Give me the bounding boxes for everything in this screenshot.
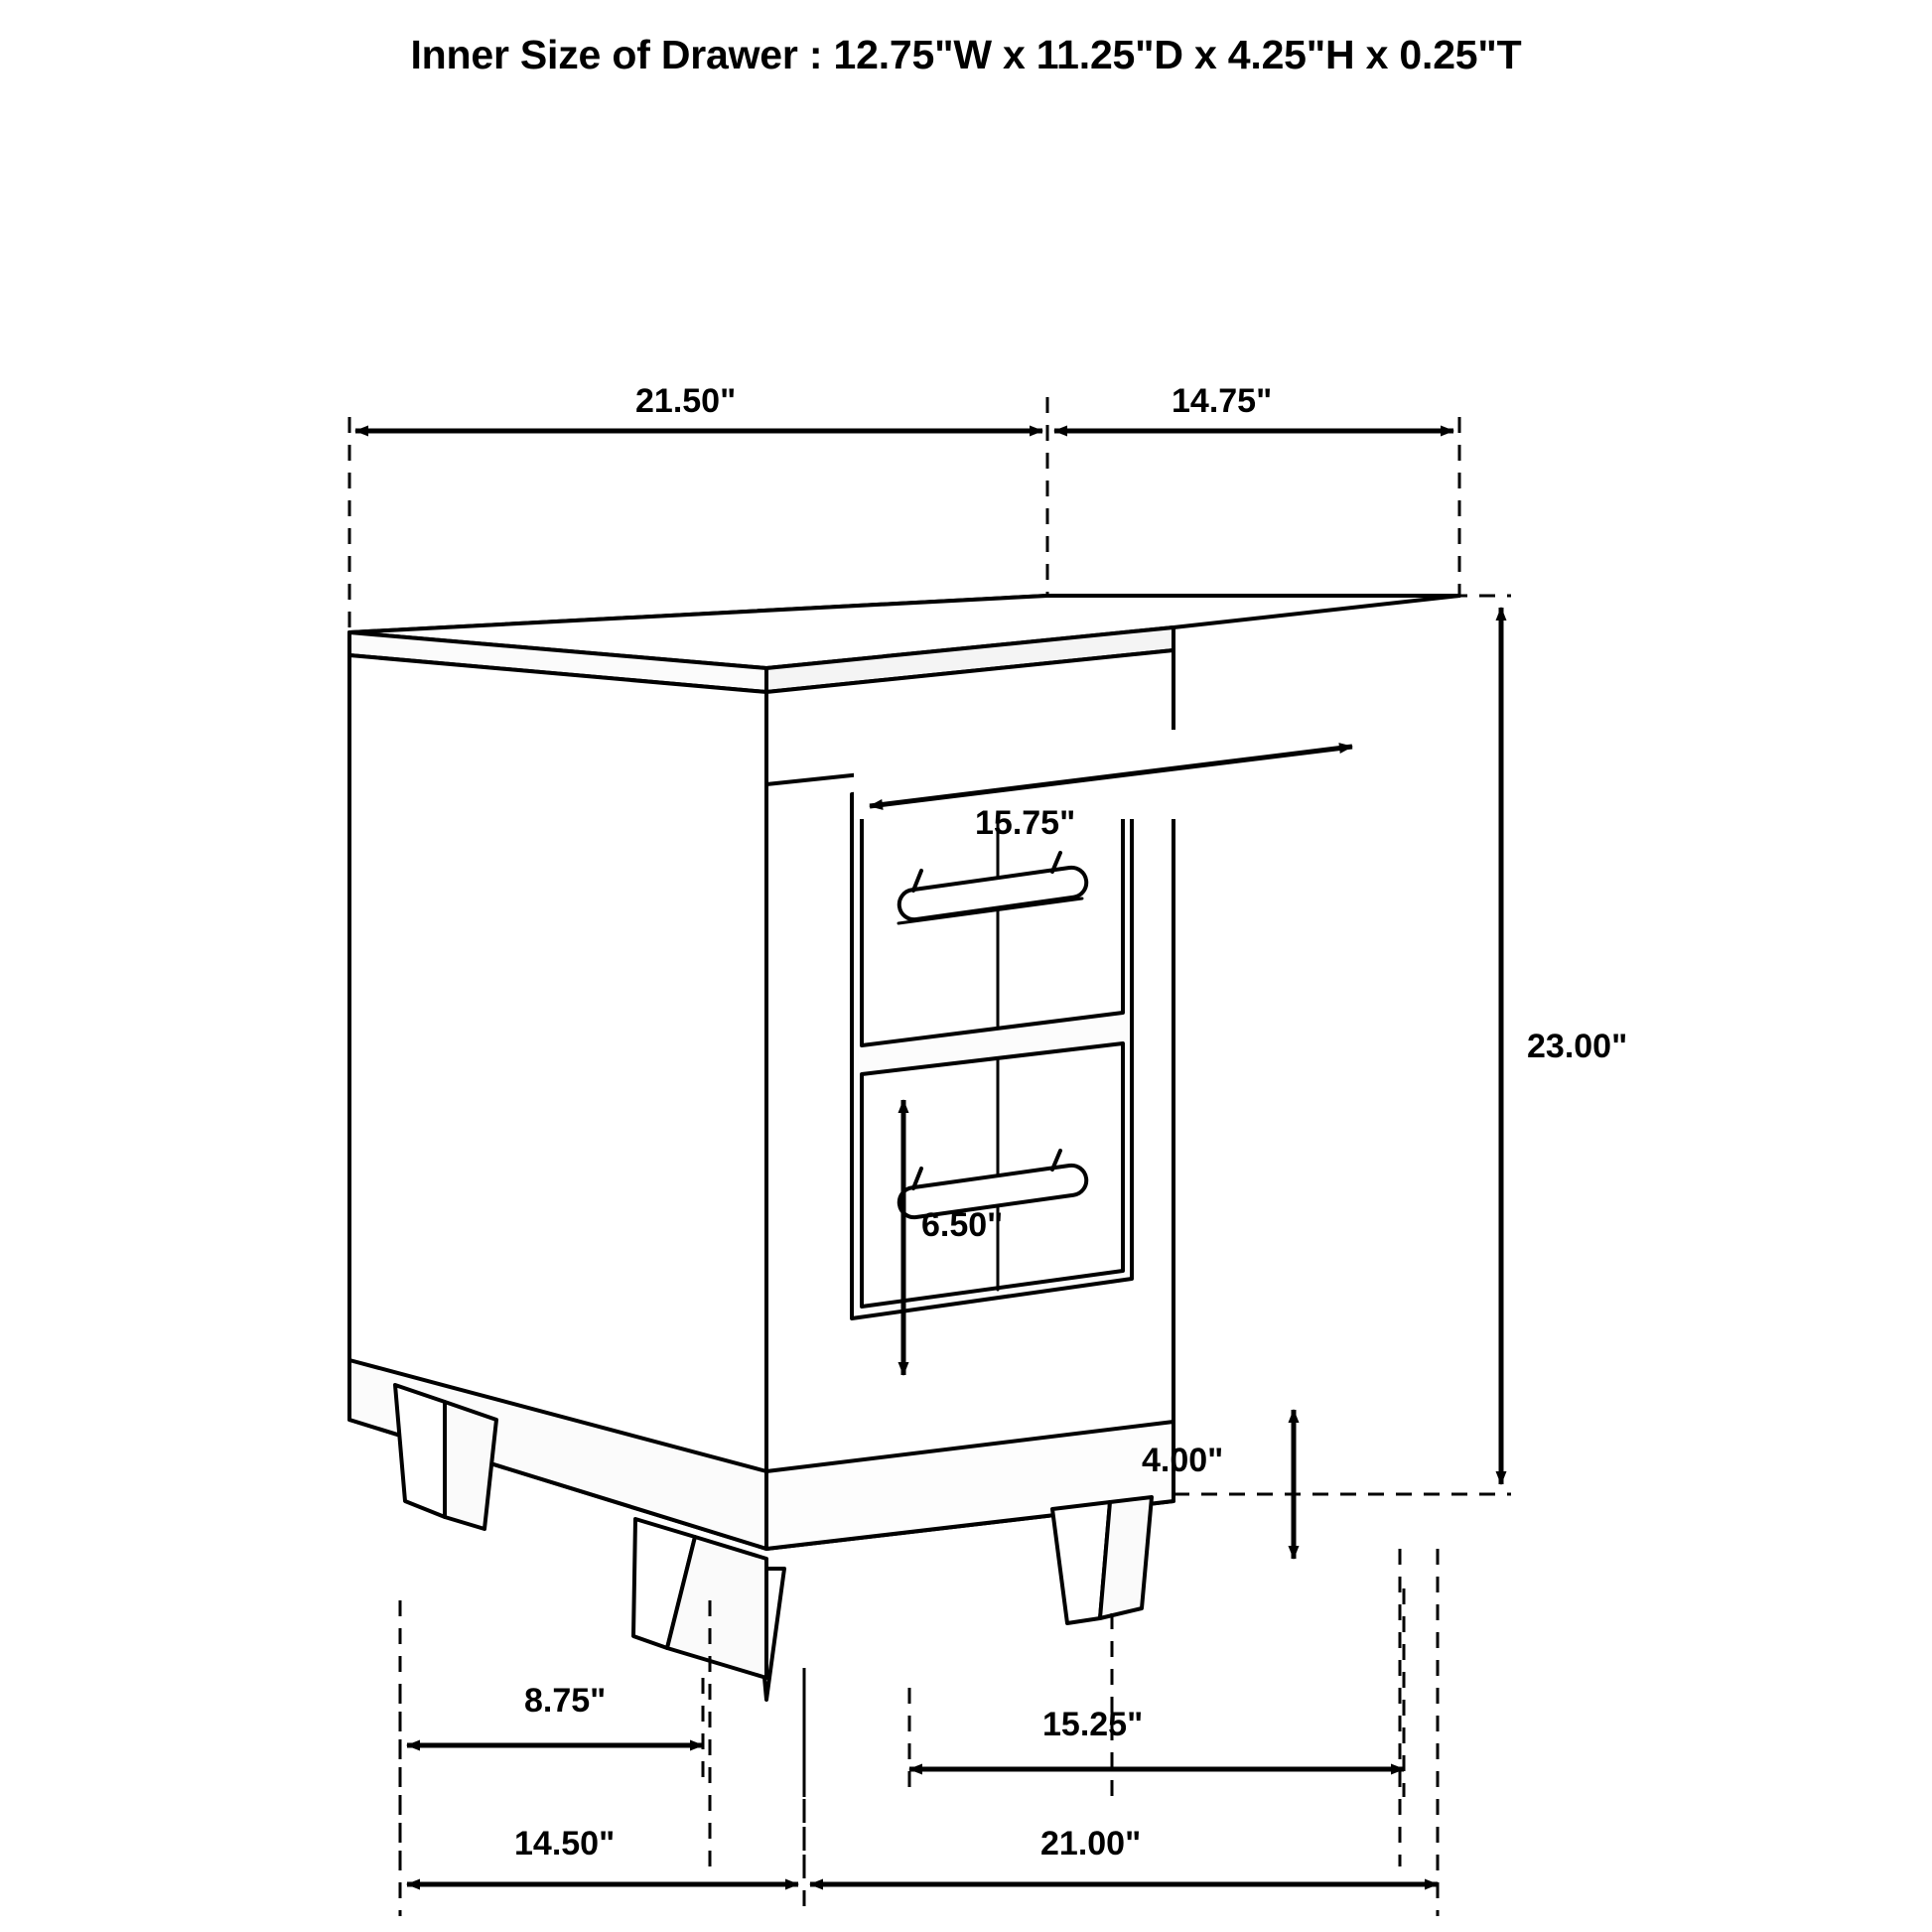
dim-label-21-00: 21.00" [1040,1825,1142,1863]
page-title: Inner Size of Drawer : 12.75"W x 11.25"D x 4.25"H x 0.25"T [410,32,1522,77]
dim-label-14-75: 14.75" [1172,382,1273,420]
dim-label-6-50: 6.50" [921,1206,1004,1244]
dim-label-8-75: 8.75" [524,1682,607,1720]
dim-label-4-00: 4.00" [1142,1442,1224,1479]
dim-label-15-75: 15.75" [975,804,1076,842]
dim-label-14-50: 14.50" [514,1825,616,1863]
dim-label-15-25: 15.25" [1042,1706,1144,1743]
dim-label-21-50: 21.50" [635,382,737,420]
dim-label-23-00: 23.00" [1527,1028,1628,1065]
